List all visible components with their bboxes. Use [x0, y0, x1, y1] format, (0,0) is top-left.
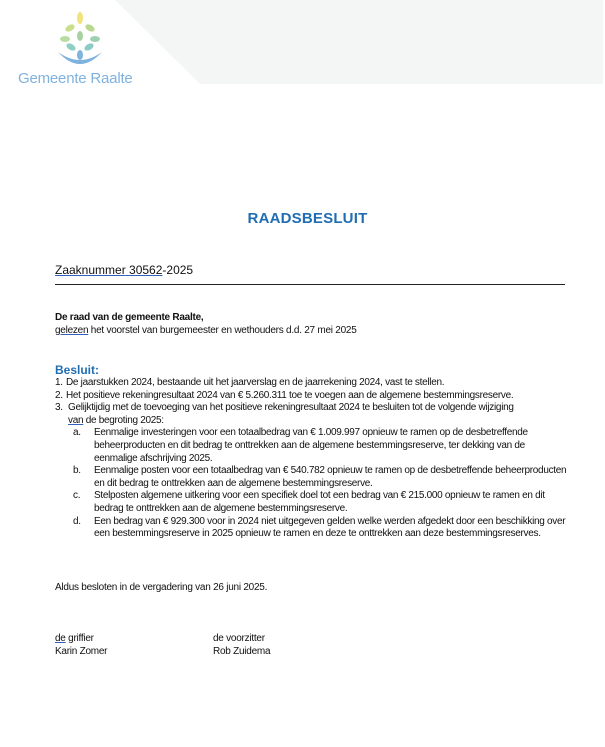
list-item: 2. Het positieve rekeningresultaat 2024 van € 5.260.311 toe te voegen aan de algemene bestemmingsreserve. [55, 389, 514, 401]
case-label: Zaaknummer [55, 263, 126, 277]
decision-heading: Besluit: [55, 363, 100, 377]
document-title: RAADSBESLUIT [247, 210, 368, 227]
intro-text [55, 311, 357, 337]
case-number-value: 30562 [129, 263, 163, 277]
decision-list [55, 377, 570, 541]
closing-statement: Aldus besloten in de vergadering van 26 juni 2025. [55, 582, 268, 593]
clerk-name: Karin Zomer [55, 646, 108, 657]
sub-list-item: a. Eenmalige investeringen voor een totaalbedrag van € 1.009.997 opnieuw te ramen op de desbetreffende beheerproducten en dit bedrag te onttrekken aan de algemene bestemmingsreserve, ter dekking van de eenmalige afschrijving 2025. [73, 427, 528, 464]
chair-role: de voorzitter [213, 633, 265, 644]
tree-leaves-logo-icon [54, 10, 106, 70]
case-suffix: -2025 [162, 263, 194, 277]
chair-name: Rob Zuidema [213, 646, 271, 657]
list-item: 3. Gelijktijdig met de toevoeging van het positieve rekeningresultaat 2024 te besluiten tot de volgende wijziging van de begroting 2025: [55, 402, 514, 426]
sub-list-item: c. Stelposten algemene uitkering voor een specifiek doel tot een bedrag van € 215.000 opnieuw te ramen en dit bedrag te onttrekken aan de algemene bestemmingsreserve. [73, 490, 545, 514]
logo-text: Gemeente Raalte [18, 70, 133, 87]
sub-list-item: d. Een bedrag van € 929.300 voor in 2024 niet uitgegeven gelden welke werden afgedekt door een beschikking over een bestemmingsreserve in 2025 opnieuw te ramen en deze te onttrekken aan deze bestemmingsreserves. [73, 515, 566, 540]
intro-line-1: De raad van de gemeente Raalte, [55, 312, 204, 323]
list-item: 1. De jaarstukken 2024, bestaande uit het jaarverslag en de jaarrekening 2024, vast te stellen. [55, 377, 445, 388]
signature-chair [213, 632, 270, 658]
divider-line [55, 284, 565, 285]
signature-clerk [55, 632, 107, 658]
sub-list-item: b. Eenmalige posten voor een totaalbedrag van € 540.782 opnieuw te ramen op de desbetreffende beheerproducten en dit bedrag te onttrekken aan de algemene bestemmingsreserve. [73, 465, 567, 489]
case-number [55, 263, 193, 277]
clerk-role: de griffier [55, 633, 94, 644]
municipality-logo [18, 10, 143, 90]
intro-line-2: gelezen het voorstel van burgemeester en wethouders d.d. 27 mei 2025 [55, 325, 357, 336]
